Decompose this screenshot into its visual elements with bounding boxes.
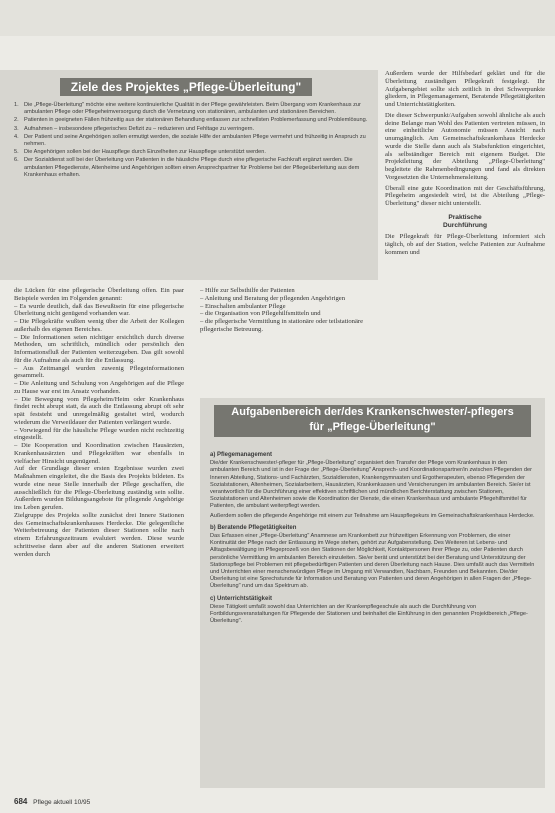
goals-box-title: Ziele des Projektes „Pflege-Überleitung" — [60, 78, 312, 96]
page-top-strip — [0, 0, 555, 36]
left-text-column — [14, 287, 184, 792]
list-item: – die Organisation von Pflegehilfsmitteln und — [200, 310, 321, 318]
paragraph: Auf der Grundlage dieser ersten Ergebnisse wurden zwei Maßnahmen eingeleitet, die die Basis des Projekts bildeten. Es wurde eine neue Stelle innerhalb der Pflege geschaffen, die ausschließlich für die Pflege-Überleitung zuständig sein sollte. Außerdem wurden Bildungsangebote für pflegende Angehörige ins Leben gerufen. — [14, 465, 184, 511]
paragraph: – Die Kooperation und Koordination zwischen Hausärzten, Krankenhausärzten und Pflegekräften war ebenfalls in vielfacher Hinsicht ungenügend. — [14, 442, 184, 465]
section-heading: c) Unterrichtstätigkeit — [210, 595, 273, 602]
paragraph: – Die Anleitung und Schulung von Angehörigen auf die Pflege zu Hause war erst im Ansatz vorhanden. — [14, 380, 184, 395]
list-item: – Hilfe zur Selbsthilfe der Patienten — [200, 287, 295, 294]
paragraph: Diese Tätigkeit umfaßt sowohl das Unterrichten an der Krankenpflegeschule als auch die Durchführung von Fortbildungsveranstaltungen für Pflegende der Stationen und beinhaltet die Einführung in den genannten Projektbereich „Pflege-Überleitung". — [210, 603, 528, 625]
paragraph: Das Erfassen einer „Pflege-Überleitung" Anamnese am Krankenbett zur frühzeitigen Erkennung von Problemen, die einer Kontinuität der Pflege nach der Entlassung im Wege stehen, gehört zur Aufgabenstellung. Des Weiteren ist Lebens- und Alltagsbewältigung im Pflegeprozeß von den Stationen der Möglichkeit, Kontaktpersonen ihrer Pflege zu, oder Patienten durch persönliche Vermittlung im ambulanten Bereich einzuleiten. Sie/er berät und unterstützt bei der Beratung und Unterstützung der Stationspflege bei Problemen mit pflegebedürftigen Patienten und deren Überleitung nach Hause. Dies umfaßt auch das Vermitteln und Unterrichten einer menschenwürdigen Pflege im Umgang mit Verwandten, Nachbarn, Freunden und Bekannten. Die/der Überleitung ist eine Sprechstunde für Information und Beratung von Patienten und deren Angehörigen in allen Fragen der „Pflege-Überleitung" rund um das Spektrum ab. — [210, 533, 535, 590]
goal-item: 1. Die „Pflege-Überleitung" möchte eine weitere kontinuierliche Qualität in der Pflege gewährleisten. Beim Übergang vom Krankenhaus zur ambulanten Pflege oder Pflegeheimversorgung durch die Vernetzung von stationären, ambulanten und stationären Bereichen. — [14, 102, 361, 116]
paragraph: Überall eine gute Koordination mit der Geschäftsführung, Pflegeheim angesiedelt wird, ist die Abteilung „Pflege-Überleitung" dieser nicht unterstellt. — [385, 184, 545, 207]
goal-item: 2. Patienten in geeigneten Fällen frühzeitig aus der stationären Behandlung entlassen zur schnellsten Problemerfassung und Problemlösung. — [14, 117, 368, 124]
paragraph: – Vorwiegend für die häusliche Pflege wurden nicht rechtzeitig eingestellt. — [14, 426, 184, 442]
paragraph: Die/der Krankenschwester/-pfleger für „Pflege-Überleitung" organisiert den Transfer der Pflege vom Krankenhaus in den ambulanten Bereich und ist in der Frage der „Pflege-Überleitung" Ansprech- und Koordinationspartner/in zwischen Pflegenden der Inneren Abteilung, Stations- und Fachärzten, Sozialdiensten, Krankengymnasten und Ergotherapeuten, ebenso Pflegenden der Sozialstationen, Altenheimen, Sozialarbeitern, Hausärzten, Krankenkassen und Versicherungen im ambulanten Bereich. Sie/er ist verantwortlich für die Durchführung einer effektiven schriftlichen und mündlichen Berichterstattung zwischen Stationen, Sozialstationen und Altenheimen sowie die Koordination der Dienste, die einen Krankenhaus und ambulante Pflegehilfsmittel für Patienten, die ambulant weiterpflegt werden. — [210, 460, 532, 510]
goal-item: 4. Der Patient und seine Angehörigen sollen ermutigt werden, die soziale Hilfe der ambulanten Pflege vermehrt und frühzeitig in Anspruch zu nehmen. — [14, 133, 366, 148]
section-subheading: Praktische Durchführung — [443, 213, 487, 229]
goal-item: 3. Aufnahmen – insbesondere pflegerisches Defizit zu – reduzieren und Fehltage zu verringern. — [14, 125, 255, 132]
goal-item: 5. Die Angehörigen sollen bei der Hauspflege durch Einzelheiten zur Hauspflege unterstützt werden. — [14, 149, 266, 156]
list-item: – Anleitung und Beratung der pflegenden Angehörigen — [200, 294, 346, 302]
goal-item: 6. Der Sozialdienst soll bei der Überleitung von Patienten in die häusliche Pflege durch eine pflegerische Fachkraft ergänzt werden. Die ambulanten Pflegedienste, Altenheime und Angehörigen sollten einen Ansprechpartner für Probleme bei der Pflegeüberleitung aus dem Krankenhaus erhalten. — [14, 157, 360, 178]
paragraph: die Lücken für eine pflegerische Überleitung offen. Ein paar Beispiele werden im Folgenden genannt: — [14, 287, 184, 302]
list-item: – Einschalten ambulanter Pflege — [200, 302, 286, 310]
page-number: 684 — [14, 797, 28, 806]
right-text-column — [385, 70, 545, 395]
goals-list — [14, 102, 368, 180]
tasks-box-content — [210, 447, 536, 782]
paragraph: Außerdem wurde der Hilfsbedarf geklärt und für die Überleitung zuständigen Pflegekraft festgelegt. Ihr Aufgabengebiet sollte sich zeitlich in drei Schwerpunkte gliedern, in Pflegemanagement, Beratende Pflegetätigkeiten und Unterrichtstätigkeiten. — [385, 70, 545, 108]
paragraph: – Die Informationen seien nichtiger ersichtlich durch diverse Methoden, um schriftlich, mündlich oder persönlich den Informationsfluß der Patienten weiterzugeben. Das gilt sowohl für die Aufnahme als auch für die Entlassung. — [14, 333, 184, 364]
paragraph: – Es wurde deutlich, daß das Bewußtsein für eine pflegerische Überleitung nicht genügend vorhanden war. — [14, 302, 184, 318]
paragraph: – Aus Zeitmangel wurden zuwenig Pflegeinformationen gesammelt. — [14, 364, 184, 380]
section-heading: b) Beratende Pflegetätigkeiten — [210, 524, 297, 531]
paragraph: – Die Bewegung vom Pflegeheim/Heim oder Krankenhaus findet recht abrupt statt, da auch die Entlassung abrupt oft sehr spät feststeht und unregelmäßig gestaltet wird, wodurch wiederum die Verweildauer der Patienten verlängert wurde. — [14, 395, 184, 426]
list-item: – die pflegerische Vermittlung in stationäre oder teilstationäre pflegerische Betreuung. — [200, 318, 364, 333]
paragraph: – Die Pflegekräfte wußten wenig über die Arbeit der Kollegen außerhalb des eigenen Bereiches. — [14, 318, 184, 333]
tasks-box-title: Aufgabenbereich der/des Krankenschwester/-pflegers für „Pflege-Überleitung" — [214, 405, 531, 437]
middle-text-column — [200, 287, 368, 367]
paragraph: Die Pflegekraft für Pflege-Überleitung informiert sich täglich, ob auf der Station, welche Patienten zur Aufnahme kommen und — [385, 233, 545, 256]
paragraph: Die dieser Schwerpunkt/Aufgaben sowohl ähnliche als auch deine Belange man Wohl des Patienten vertreten müssen, in eine einheitliche Autonomie müssen Ansicht nach unumgänglich. Am Gemeinschaftskrankenhaus Herdecke wurde die Stelle dann auch als Stabsfunktion eingerichtet, als selbständiger Bereich mit eigenem Budget. Die Projektleitung der Abteilung „Pflege-Überleitung" begleitete die Rahmenbedingungen und fand als direkten Vorgesetzten die Unternehmensleitung. — [385, 111, 545, 181]
section-heading: a) Pflegemanagement — [210, 452, 273, 458]
journal-name: Pflege aktuell 10/95 — [33, 799, 91, 806]
paragraph: Zielgruppe des Projekts sollte zunächst drei Innere Stationen des Gemeinschaftskrankenhauses Herdecke. Die gelegentliche Weiterbetreuung der Patienten dieser Stationen sollte nach einem Erfahrungszeitraum evaluiert werden. Diese wurde schrittweise dann aber auf die anderen Stationen erweitert werden durch — [14, 511, 184, 558]
page-footer — [14, 797, 90, 806]
paragraph: Außerdem sollen die pflegende Angehörige mit einem zur Teilnahme am Hauspflegekurs im Gemeinschaftskrankenhaus Herdecke. — [210, 512, 535, 519]
